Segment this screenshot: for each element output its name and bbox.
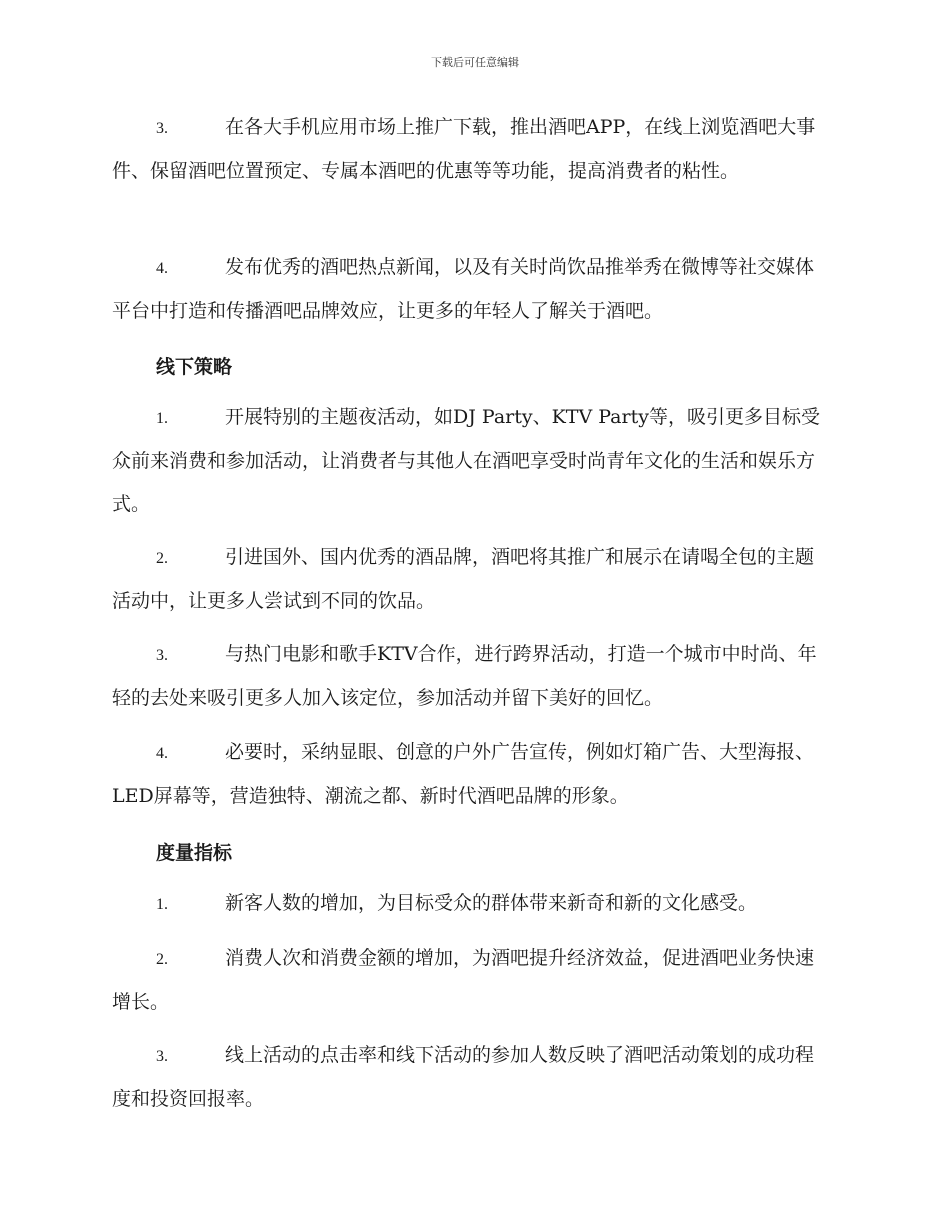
item-number: 3. — [156, 647, 168, 664]
metrics-heading: 度量指标 — [156, 842, 233, 864]
item-number: 2. — [156, 550, 168, 567]
item-number: 4. — [156, 260, 168, 277]
item-number: 1. — [156, 410, 168, 427]
page-header: 下载后可任意编辑 — [431, 56, 519, 69]
offline-item-1 — [112, 396, 832, 526]
item-text: 消费人次和消费金额的增加，为酒吧提升经济效益，促进酒吧业务快速增长。 — [112, 947, 815, 1013]
item-text: 引进国外、国内优秀的酒品牌，酒吧将其推广和展示在请喝全包的主题活动中，让更多人尝试到不同的饮品。 — [112, 546, 815, 612]
item-text: 新客人数的增加，为目标受众的群体带来新奇和新的文化感受。 — [225, 892, 758, 914]
item-text: 开展特别的主题夜活动，如DJ Party、KTV Party等，吸引更多目标受众前来消费和参加活动，让消费者与其他人在酒吧享受时尚青年文化的生活和娱乐方式。 — [112, 406, 820, 515]
online-item-3 — [112, 106, 832, 193]
offline-item-2 — [112, 536, 832, 623]
item-number: 4. — [156, 745, 168, 762]
item-number: 3. — [156, 1048, 168, 1065]
offline-item-4 — [112, 731, 832, 818]
item-text: 与热门电影和歌手KTV合作，进行跨界活动，打造一个城市中时尚、年轻的去处来吸引更多人加入该定位，参加活动并留下美好的回忆。 — [112, 643, 817, 709]
metrics-item-2 — [112, 937, 832, 1024]
item-text: 线上活动的点击率和线下活动的参加人数反映了酒吧活动策划的成功程度和投资回报率。 — [112, 1044, 815, 1110]
item-text: 在各大手机应用市场上推广下载，推出酒吧APP，在线上浏览酒吧大事件、保留酒吧位置预定、专属本酒吧的优惠等等功能，提高消费者的粘性。 — [112, 116, 816, 182]
metrics-item-1 — [112, 882, 832, 926]
offline-strategy-heading: 线下策略 — [156, 356, 233, 378]
item-text: 发布优秀的酒吧热点新闻，以及有关时尚饮品推举秀在微博等社交媒体平台中打造和传播酒吧品牌效应，让更多的年轻人了解关于酒吧。 — [112, 256, 815, 322]
item-number: 3. — [156, 120, 168, 137]
item-number: 1. — [156, 896, 168, 913]
metrics-item-3 — [112, 1034, 832, 1121]
online-item-4 — [112, 246, 832, 333]
item-text: 必要时，采纳显眼、创意的户外广告宣传，例如灯箱广告、大型海报、LED屏幕等，营造独特、潮流之都、新时代酒吧品牌的形象。 — [112, 741, 815, 807]
item-number: 2. — [156, 951, 168, 968]
offline-item-3 — [112, 633, 832, 720]
